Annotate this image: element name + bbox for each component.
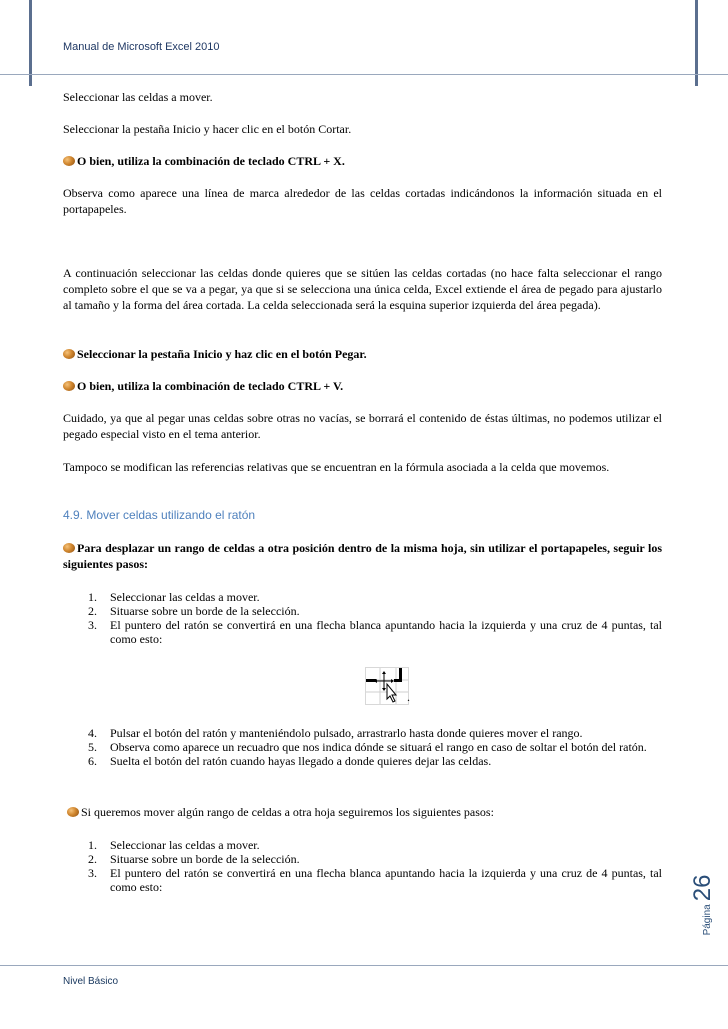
move-pointer-figure — [365, 667, 409, 705]
steps-list-1 — [63, 590, 662, 646]
orange-ball-bullet-icon — [63, 543, 75, 553]
steps-list-2 — [63, 726, 662, 768]
paragraph-select-cells: Seleccionar las celdas a mover. — [63, 90, 213, 104]
list-item: 2. Situarse sobre un borde de la selección. — [88, 852, 300, 866]
footer-divider — [0, 965, 728, 966]
intro-text: Para desplazar un rango de celdas a otra posición dentro de la misma hoja, sin utilizar el portapapeles, seguir los siguientes pasos: — [63, 541, 662, 571]
list-item: 4. Pulsar el botón del ratón y manteniéndolo pulsado, arrastrarlo hasta donde quieres mover el rango. — [88, 726, 583, 740]
list-item: 2. Situarse sobre un borde de la selección. — [88, 604, 300, 618]
list-item: 1. Seleccionar las celdas a mover. — [88, 838, 260, 852]
figure-period: . — [407, 690, 410, 704]
orange-ball-bullet-icon — [63, 381, 75, 391]
paragraph-cut-button: Seleccionar la pestaña Inicio y hacer clic en el botón Cortar. — [63, 122, 352, 136]
move-pointer-icon — [366, 668, 408, 704]
bullet-text: Seleccionar la pestaña Inicio y haz clic en el botón Pegar. — [77, 347, 367, 361]
paragraph-references: Tampoco se modifican las referencias relativas que se encuentran en la fórmula asociada a la celda que movemos. — [63, 460, 610, 474]
footer-level: Nivel Básico — [63, 976, 119, 987]
paragraph-paste-target: A continuación seleccionar las celdas donde quieres que se sitúen las celdas cortadas (no hace falta seleccionar el rango completo sobre el que se va a pegar, ya que si se selecciona una única celda, Excel extiende el área de pegado para ajustarlo al tamaño y la forma del área cortada. La celda seleccionada será la esquina superior izquierda del área pegada). — [63, 266, 662, 312]
list-item: 5. Observa como aparece un recuadro que nos indica dónde se situará el rango en caso de soltar el botón del ratón. — [88, 740, 647, 754]
other-sheet-intro — [63, 804, 662, 820]
list-item: 1. Seleccionar las celdas a mover. — [88, 590, 260, 604]
page-label: Página — [702, 904, 713, 936]
header-title: Manual de Microsoft Excel 2010 — [63, 41, 220, 53]
section-heading: 4.9. Mover celdas utilizando el ratón — [63, 508, 256, 522]
bullet-text: O bien, utiliza la combinación de teclado CTRL + X. — [77, 154, 345, 168]
list-item: 3. El puntero del ratón se convertirá en una flecha blanca apuntando hacia la izquierda y una cruz de 4 puntas, tal como esto: — [88, 618, 662, 646]
page-number: 26 — [689, 874, 716, 902]
section-intro — [63, 540, 662, 572]
bullet-text: O bien, utiliza la combinación de teclado CTRL + V. — [77, 379, 344, 393]
intro-text: Si queremos mover algún rango de celdas a otra hoja seguiremos los siguientes pasos: — [81, 805, 494, 819]
header-divider — [0, 74, 728, 75]
orange-ball-bullet-icon — [67, 807, 79, 817]
page-number-box — [688, 870, 718, 940]
orange-ball-bullet-icon — [63, 156, 75, 166]
steps-list-3 — [63, 838, 662, 894]
paragraph-marquee: Observa como aparece una línea de marca alrededor de las celdas cortadas indicándonos la información situada en el portapapeles. — [63, 186, 662, 216]
bullet-item-ctrl-x — [63, 153, 662, 169]
bullet-item-paste-button — [63, 346, 662, 362]
bullet-item-ctrl-v — [63, 378, 662, 394]
orange-ball-bullet-icon — [63, 349, 75, 359]
list-item: 6. Suelta el botón del ratón cuando hayas llegado a donde quieres dejar las celdas. — [88, 754, 492, 768]
list-item: 3. El puntero del ratón se convertirá en una flecha blanca apuntando hacia la izquierda y una cruz de 4 puntas, tal como esto: — [88, 866, 662, 894]
paragraph-caution: Cuidado, ya que al pegar unas celdas sobre otras no vacías, se borrará el contenido de éstas últimas, no podemos utilizar el pegado especial visto en el tema anterior. — [63, 411, 662, 441]
